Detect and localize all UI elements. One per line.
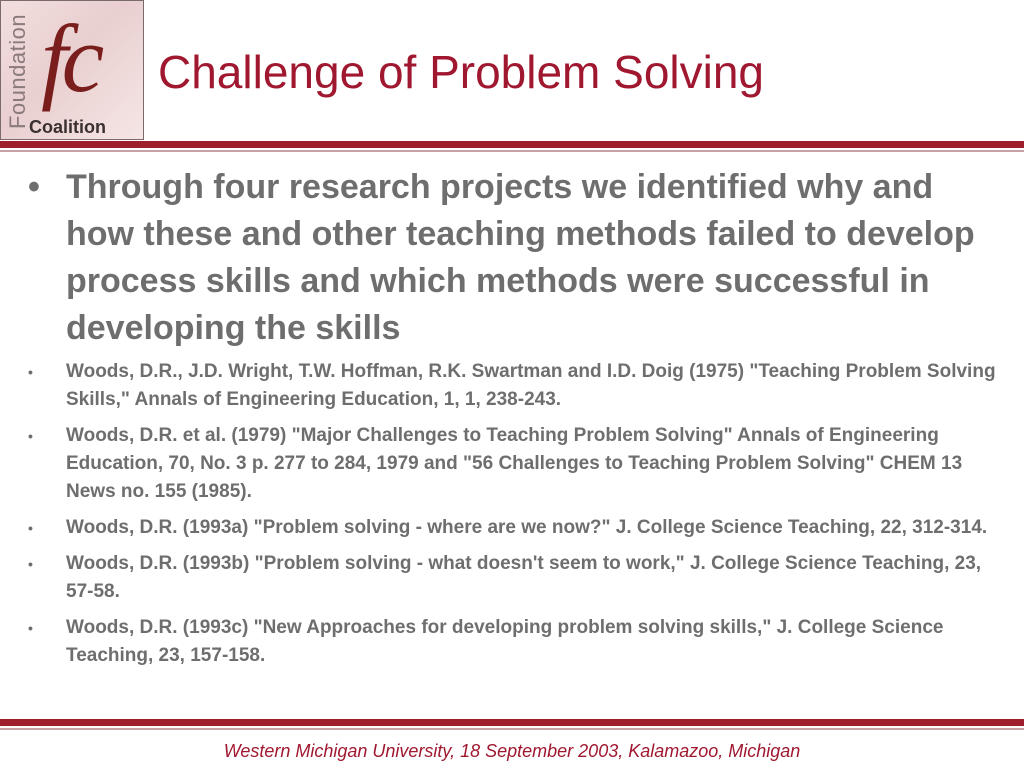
reference-item (28, 358, 1008, 414)
foundation-coalition-logo (0, 0, 144, 140)
reference-item (28, 514, 1008, 542)
bullet-icon: • (28, 520, 33, 536)
reference-text: Woods, D.R., J.D. Wright, T.W. Hoffman, R.K. Swartman and I.D. Doig (1975) "Teaching Problem Solving Skills," Annals of Engineering Education, 1, 1, 238-243. (66, 361, 996, 410)
reference-text: Woods, D.R. (1993c) "New Approaches for developing problem solving skills," J. College Science Teaching, 23, 157-158. (66, 617, 944, 666)
reference-item (28, 550, 1008, 606)
bullet-icon: • (28, 620, 33, 636)
bullet-icon: • (28, 428, 33, 444)
bullet-icon: • (28, 364, 33, 380)
bullet-icon: • (28, 556, 33, 572)
reference-text: Woods, D.R. (1993a) "Problem solving - where are we now?" J. College Science Teaching, 22, 312-314. (66, 517, 988, 538)
top-divider (0, 141, 1024, 148)
reference-text: Woods, D.R. et al. (1979) "Major Challenges to Teaching Problem Solving" Annals of Engineering Education, 70, No. 3 p. 277 to 284, 1979 and "56 Challenges to Teaching Problem Solving" CHEM 13 News no. 155 (1985). (66, 425, 963, 502)
logo-vertical-word: Foundation (5, 13, 30, 129)
reference-list (28, 358, 1008, 678)
reference-text: Woods, D.R. (1993b) "Problem solving - what doesn't seem to work," J. College Science Teaching, 23, 57-58. (66, 553, 982, 602)
reference-item (28, 614, 1008, 670)
logo-word: Coalition (29, 117, 106, 137)
logo-letters: fc (41, 5, 99, 112)
slide-title: Challenge of Problem Solving (158, 46, 765, 98)
top-divider-thin (0, 150, 1024, 152)
bottom-divider (0, 719, 1024, 726)
main-bullet-text: Through four research projects we identified why and how these and other teaching methods failed to develop process skills and which methods were successful in developing the skills (66, 168, 975, 347)
reference-item (28, 422, 1008, 506)
bullet-icon: • (28, 168, 40, 206)
main-bullet-item (28, 164, 1008, 352)
bottom-divider-thin (0, 728, 1024, 730)
slide-footer: Western Michigan University, 18 September 2003, Kalamazoo, Michigan (223, 741, 801, 761)
